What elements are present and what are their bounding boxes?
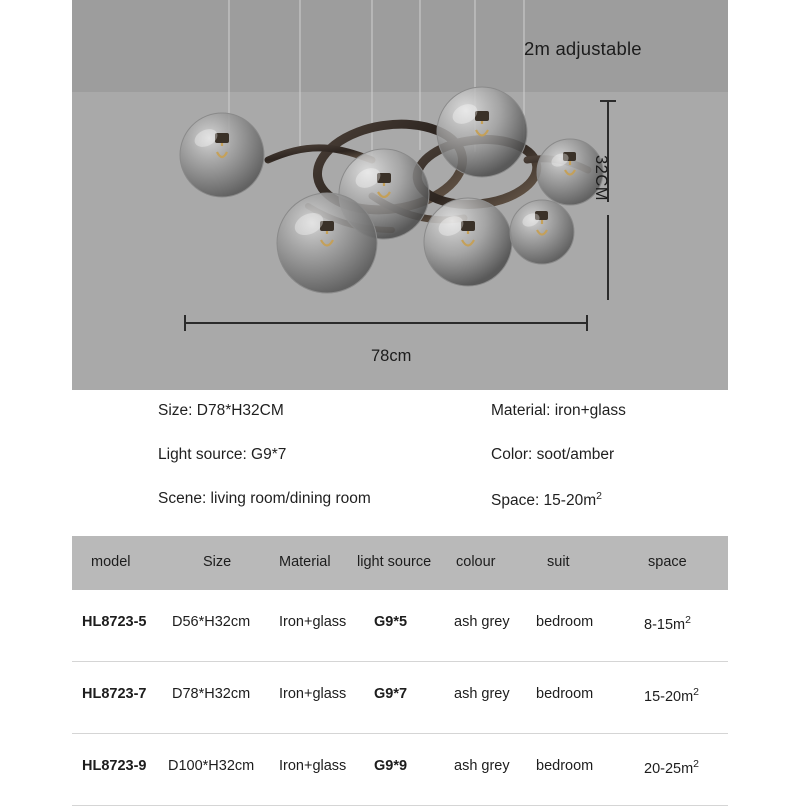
spec-space [491, 490, 602, 510]
column-header-space: space [648, 554, 687, 570]
cell-space-superscript: 2 [693, 686, 700, 698]
cell-material: Iron+glass [279, 758, 347, 774]
spec-space-text: Space: 15-20m [491, 492, 597, 510]
cell-space-superscript: 2 [685, 614, 691, 626]
spec-color: Color: soot/amber [491, 446, 615, 463]
width-dimension-line [184, 322, 588, 324]
cell-space-superscript: 2 [693, 758, 700, 770]
width-dimension-label: 78cm [371, 347, 412, 365]
spec-light-source: Light source: G9*7 [158, 446, 287, 463]
cell-suit: bedroom [536, 758, 594, 774]
cell-size: D78*H32cm [172, 686, 251, 702]
cell-light-source: G9*9 [374, 758, 408, 774]
cell-space [644, 758, 699, 777]
height-dimension-label: 32CM [592, 155, 610, 202]
cell-material: Iron+glass [279, 686, 347, 702]
table-row [72, 662, 728, 734]
height-dimension-cap-top [600, 100, 616, 102]
spec-row [0, 490, 800, 534]
adjustable-length-label: 2m adjustable [524, 38, 642, 59]
table-row [72, 734, 728, 806]
table-header-row [72, 536, 728, 590]
cell-space-text: 20-25m [644, 760, 694, 777]
cell-light-source: G9*7 [374, 686, 408, 702]
column-header-size: Size [203, 554, 232, 570]
cell-suit: bedroom [536, 686, 594, 702]
column-header-model: model [91, 554, 131, 570]
hero-margin-left [0, 0, 72, 390]
column-header-light-source: light source [357, 554, 432, 570]
cell-model: HL8723-9 [82, 758, 147, 774]
width-dimension-cap-right [586, 315, 588, 331]
height-dimension-line-lower [607, 215, 609, 300]
cell-light-source: G9*5 [374, 614, 408, 630]
column-header-material: Material [279, 554, 331, 570]
cell-space [644, 686, 699, 705]
spec-size: Size: D78*H32CM [158, 402, 284, 419]
cell-space-text: 15-20m [644, 688, 694, 705]
width-dimension-cap-left [184, 315, 186, 331]
cell-model: HL8723-7 [82, 686, 147, 702]
specification-list [0, 396, 800, 536]
column-header-suit: suit [547, 554, 570, 570]
spec-scene: Scene: living room/dining room [158, 490, 371, 507]
cell-model: HL8723-5 [82, 614, 147, 630]
cell-space-text: 8-15m [644, 616, 686, 633]
spec-material: Material: iron+glass [491, 402, 626, 419]
table-row [72, 590, 728, 662]
cell-colour: ash grey [454, 614, 510, 630]
spec-row [0, 446, 800, 490]
spec-row [0, 402, 800, 446]
column-header-colour: colour [456, 554, 496, 570]
cell-colour: ash grey [454, 758, 510, 774]
model-comparison-table [72, 536, 728, 806]
cell-suit: bedroom [536, 614, 594, 630]
cell-size: D56*H32cm [172, 614, 251, 630]
cell-space [644, 614, 691, 633]
hero-margin-right [728, 0, 800, 390]
spec-space-superscript: 2 [596, 490, 602, 502]
cell-size: D100*H32cm [168, 758, 255, 774]
product-hero [0, 0, 800, 390]
cell-colour: ash grey [454, 686, 510, 702]
cell-material: Iron+glass [279, 614, 347, 630]
